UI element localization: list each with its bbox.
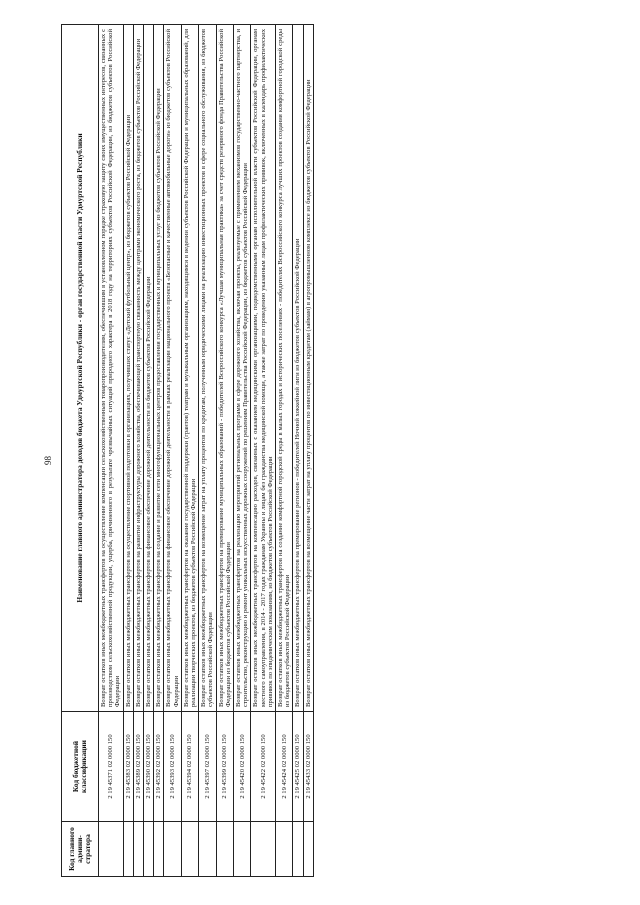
table-row <box>133 25 143 877</box>
cell-admin-code <box>293 822 303 877</box>
table-body <box>99 25 314 877</box>
cell-budget-code: 2 19 45424 02 0000 150 <box>276 712 293 822</box>
cell-revenue-name: Возврат остатков иных межбюджетных трансфертов на компенсацию расходов, связанных с оказанием медицинскими организациями, подведомственными органам исполнительной власти субъектов Российской Федерации, органам местного самоуправления, в 2014 - 2017 годах гражданам Украины и лицам без гражданства медицинской помощи, а также затрат по проведению указанным лицам профилактических прививок, включенных в календарь профилактических прививок по эпидемическим показаниям, из бюджетов субъектов Российской Федерации <box>251 25 276 712</box>
cell-budget-code: 2 19 45399 02 0000 150 <box>216 712 233 822</box>
cell-revenue-name: Возврат остатков иных межбюджетных трансфертов на осуществление компенсации сельскохозяйственным товаропроизводителям, обеспечившим в установленном порядке страховую защиту своих имущественных интересов, связанных с производством сельскохозяйственной продукции, ущерба, причиненного в результате чрезвычайных ситуаций природного характера в 2018 году на территориях субъектов Российской Федерации, из бюджетов субъектов Российской Федерации <box>99 25 124 712</box>
cell-budget-code: 2 19 45397 02 0000 150 <box>199 712 216 822</box>
header-admin-code: Код главного админи-стратора <box>62 822 99 877</box>
cell-revenue-name: Возврат остатков иных межбюджетных трансфертов на возмещение части затрат на уплату процентов по инвестиционным кредитам (займам) в агропромышленном комплексе из бюджетов субъектов Российской Федерации <box>303 25 313 712</box>
table-row <box>154 25 164 877</box>
cell-revenue-name: Возврат остатков иных межбюджетных трансфертов на финансовое обеспечение дорожной деятельности в рамках реализации национального проекта «Безопасные и качественные автомобильные дороги» из бюджетов субъектов Российской Федерации <box>164 25 181 712</box>
cell-admin-code <box>164 822 181 877</box>
cell-budget-code: 2 19 45433 02 0000 150 <box>303 712 313 822</box>
cell-admin-code <box>303 822 313 877</box>
cell-revenue-name: Возврат остатков иных межбюджетных трансфертов на оказание государственной поддержки (грантов) театрам и музыкальным организациям, находящимся в ведении субъектов Российской Федерации и муниципальных образований, для реализации творческих проектов, из бюджетов субъектов Российской Федерации <box>181 25 198 712</box>
header-administrator-name: Наименование главного администратора доходов бюджета Удмуртской Республики - орган государственной власти Удмуртской Республики <box>62 25 99 712</box>
cell-revenue-name: Возврат остатков иных межбюджетных трансфертов на премирование регионов - победителей Ночной хоккейной лиги из бюджетов субъектов Российской Федерации <box>293 25 303 712</box>
table-row <box>164 25 181 877</box>
table-row <box>216 25 233 877</box>
cell-admin-code <box>234 822 251 877</box>
cell-admin-code <box>154 822 164 877</box>
cell-budget-code: 2 19 45371 02 0000 150 <box>99 712 124 822</box>
cell-revenue-name: Возврат остатков иных межбюджетных трансфертов на возмещение затрат на уплату процентов по кредитам, полученным юридическими лицами на реализацию инвестиционных проектов в сфере социального обслуживания, из бюджетов субъектов Российской Федерации <box>199 25 216 712</box>
cell-admin-code <box>251 822 276 877</box>
cell-revenue-name: Возврат остатков иных межбюджетных трансфертов на премирование муниципальных образований - победителей Всероссийского конкурса «Лучшая муниципальная практика» за счет средств резервного фонда Правительства Российской Федерации из бюджетов субъектов Российской Федерации <box>216 25 233 712</box>
header-budget-code: Код бюджетной классификации <box>62 712 99 822</box>
table-row <box>181 25 198 877</box>
cell-budget-code: 2 19 45420 02 0000 150 <box>234 712 251 822</box>
cell-admin-code <box>99 822 124 877</box>
cell-revenue-name: Возврат остатков иных межбюджетных трансфертов на создание комфортной городской среды в малых городах и исторических поселениях - победителях Всероссийского конкурса лучших проектов создания комфортной городской среды из бюджетов субъектов Российской Федерации <box>276 25 293 712</box>
cell-budget-code: 2 19 45394 02 0000 150 <box>181 712 198 822</box>
table-row <box>251 25 276 877</box>
cell-budget-code: 2 19 45392 02 0000 150 <box>154 712 164 822</box>
cell-revenue-name: Возврат остатков иных межбюджетных трансфертов на осуществление спортивной подготовки в организациях, получивших статус «Детский футбольный центр», из бюджетов субъектов Российской Федерации <box>123 25 133 712</box>
cell-admin-code <box>133 822 143 877</box>
table-row <box>293 25 303 877</box>
table-row <box>99 25 124 877</box>
table-row <box>234 25 251 877</box>
table-header-row <box>62 25 99 877</box>
cell-budget-code: 2 19 45393 02 0000 150 <box>164 712 181 822</box>
cell-budget-code: 2 19 45390 02 0000 150 <box>144 712 154 822</box>
table-row <box>276 25 293 877</box>
table-row <box>144 25 154 877</box>
table-row <box>303 25 313 877</box>
cell-revenue-name: Возврат остатков иных межбюджетных трансфертов на развитие инфраструктуры дорожного хозяйства, обеспечивающей транспортную связанность между центрами экономического роста, из бюджетов субъектов Российской Федерации <box>133 25 143 712</box>
cell-revenue-name: Возврат остатков иных межбюджетных трансфертов на создание и развитие сети многофункциональных центров предоставления государственных и муниципальных услуг из бюджетов субъектов Российской Федерации <box>154 25 164 712</box>
cell-revenue-name: Возврат остатков иных межбюджетных трансфертов на реализацию мероприятий региональных программ в сфере дорожного хозяйства, включая проекты, реализуемые с применением механизмов государственно-частного партнерства, и строительство, реконструкцию и ремонт уникальных искусственных дорожных сооружений по решениям Правительства Российской Федерации, из бюджетов субъектов Российской Федерации <box>234 25 251 712</box>
cell-admin-code <box>216 822 233 877</box>
table-row <box>123 25 133 877</box>
cell-budget-code: 2 19 45422 02 0000 150 <box>251 712 276 822</box>
cell-budget-code: 2 19 45383 02 0000 150 <box>123 712 133 822</box>
cell-admin-code <box>144 822 154 877</box>
rotated-page-content <box>43 25 613 877</box>
cell-budget-code: 2 19 45389 02 0000 150 <box>133 712 143 822</box>
cell-revenue-name: Возврат остатков иных межбюджетных трансфертов на финансовое обеспечение дорожной деятельности из бюджетов субъектов Российской Федерации <box>144 25 154 712</box>
page-number: 98 <box>43 456 53 465</box>
revenue-codes-table <box>61 24 314 877</box>
cell-admin-code <box>276 822 293 877</box>
cell-admin-code <box>199 822 216 877</box>
cell-admin-code <box>181 822 198 877</box>
cell-budget-code: 2 19 45425 02 0000 150 <box>293 712 303 822</box>
table-row <box>199 25 216 877</box>
cell-admin-code <box>123 822 133 877</box>
